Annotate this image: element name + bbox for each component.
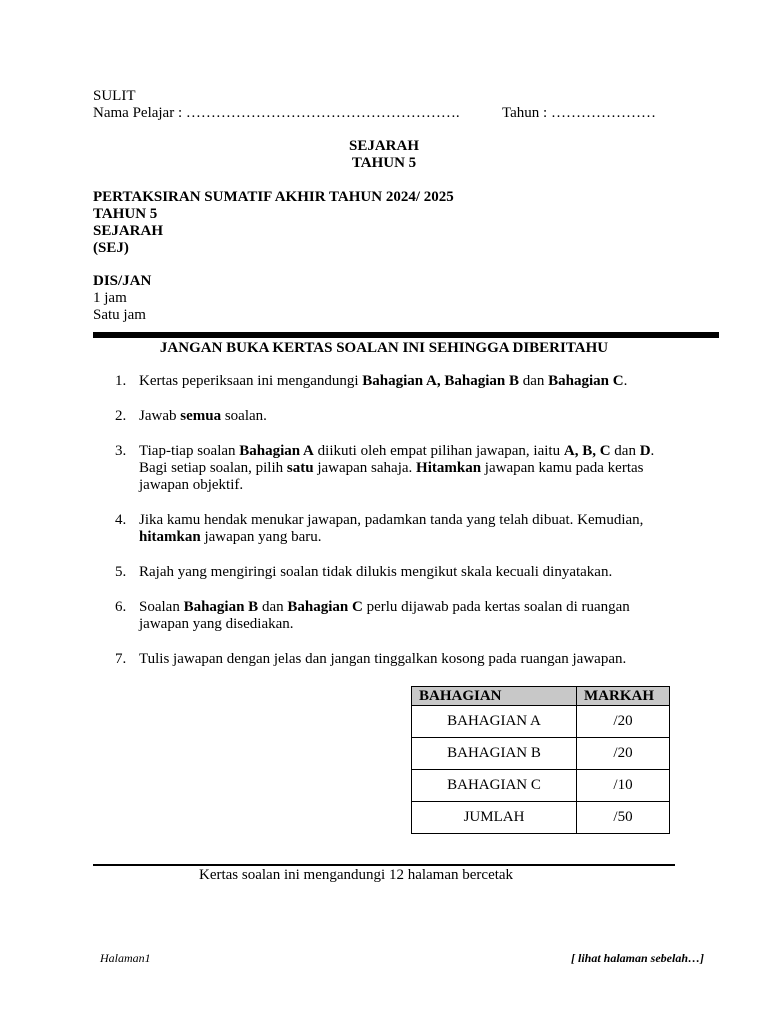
instruction-item [115,599,675,633]
instruction-text: Rajah yang mengiringi soalan tidak dilukis mengikut skala kecuali dinyatakan. [139,564,613,580]
instruction-text: Tiap-tiap soalan [139,443,240,459]
exam-year: TAHUN 5 [93,206,158,222]
instruction-text: Bahagian A [239,443,314,459]
instruction-text: jawapan kamu pada kertas jawapan objektif. [139,460,644,493]
exam-code: (SEJ) [93,240,129,256]
instruction-text: Bahagian B [183,599,259,615]
name-row [93,105,693,122]
next-page-note: [ lihat halaman sebelah…] [570,951,704,965]
exam-period: DIS/JAN [93,273,152,289]
instruction-text: Bahagian A, Bahagian B [362,373,519,389]
page-number: Halaman1 [100,951,151,965]
instruction-text: Kertas peperiksaan ini mengandungi [139,373,363,389]
instruction-text: jawapan yang baru. [200,529,322,545]
marks-cell: /10 [577,770,670,802]
instruction-text: semua [180,408,222,424]
subject-year: TAHUN 5 [351,155,417,171]
bottom-divider [93,864,675,866]
instruction-text: dan [610,443,640,459]
instruction-text: diikuti oleh empat pilihan jawapan, iaitu [313,443,564,459]
marks-table-header [412,687,670,706]
table-row [412,802,670,834]
instruction-item [115,373,675,390]
instruction-text: D [639,443,651,459]
exam-duration-words: Satu jam [93,307,146,323]
table-row [412,706,670,738]
instruction-text: jawapan sahaja. [313,460,417,476]
instruction-item [115,512,675,546]
section-cell: BAHAGIAN A [412,706,577,738]
table-row [412,770,670,802]
subject-name: SEJARAH [348,138,419,154]
instruction-item [115,564,675,581]
instruction-text: dan [258,599,288,615]
instruction-item [115,651,675,668]
section-cell: BAHAGIAN B [412,738,577,770]
instruction-text: Jawab [139,408,181,424]
instruction-text: A, B, C [563,443,611,459]
subject-title [93,138,675,172]
instruction-text: . [623,373,628,389]
sulit-label: SULIT [93,88,136,104]
column-header-marks: MARKAH [577,687,670,706]
exam-info [93,189,693,257]
instruction-text: . Bagi setiap soalan, pilih [139,443,655,476]
divider [93,332,719,338]
page-count-note: Kertas soalan ini mengandungi 12 halaman bercetak [199,867,514,883]
instruction-text: dan [519,373,549,389]
instruction-text: Jika kamu hendak menukar jawapan, padamkan tanda yang telah dibuat. Kemudian, [139,512,644,528]
instruction-text: perlu dijawab pada kertas soalan di ruangan jawapan yang disediakan. [139,599,630,632]
instruction-number: 1. [115,373,127,389]
warning-notice: JANGAN BUKA KERTAS SOALAN INI SEHINGGA DIBERITAHU [159,340,609,356]
exam-duration: 1 jam [93,290,127,306]
instruction-text: Soalan [139,599,184,615]
instruction-item [115,408,675,425]
instruction-item [115,443,675,494]
instruction-number: 5. [115,564,127,580]
marks-cell: /20 [577,706,670,738]
instruction-text: hitamkan [139,529,201,545]
instruction-text: satu [286,460,314,476]
exam-subject: SEJARAH [93,223,164,239]
instruction-text: Tulis jawapan dengan jelas dan jangan tinggalkan kosong pada ruangan jawapan. [139,651,627,667]
table-row [412,738,670,770]
instruction-number: 3. [115,443,127,459]
instruction-number: 4. [115,512,127,528]
header-block [93,88,693,122]
instruction-list [115,373,675,668]
marks-cell: /20 [577,738,670,770]
marks-table [411,686,670,834]
instruction-text: Bahagian C [287,599,363,615]
instruction-text: Bahagian C [548,373,624,389]
section-cell: BAHAGIAN C [412,770,577,802]
instruction-number: 2. [115,408,127,424]
marks-cell: /50 [577,802,670,834]
time-info [93,273,393,324]
student-name-line: Nama Pelajar : ………………………………………………. [93,105,460,121]
instruction-number: 7. [115,651,127,667]
column-header-section: BAHAGIAN [412,687,577,706]
exam-title: PERTAKSIRAN SUMATIF AKHIR TAHUN 2024/ 2025 [93,189,454,205]
year-line: Tahun : ………………… [502,105,656,121]
section-cell: JUMLAH [412,802,577,834]
instruction-text: soalan. [221,408,267,424]
instruction-number: 6. [115,599,127,615]
instruction-text: Hitamkan [416,460,482,476]
